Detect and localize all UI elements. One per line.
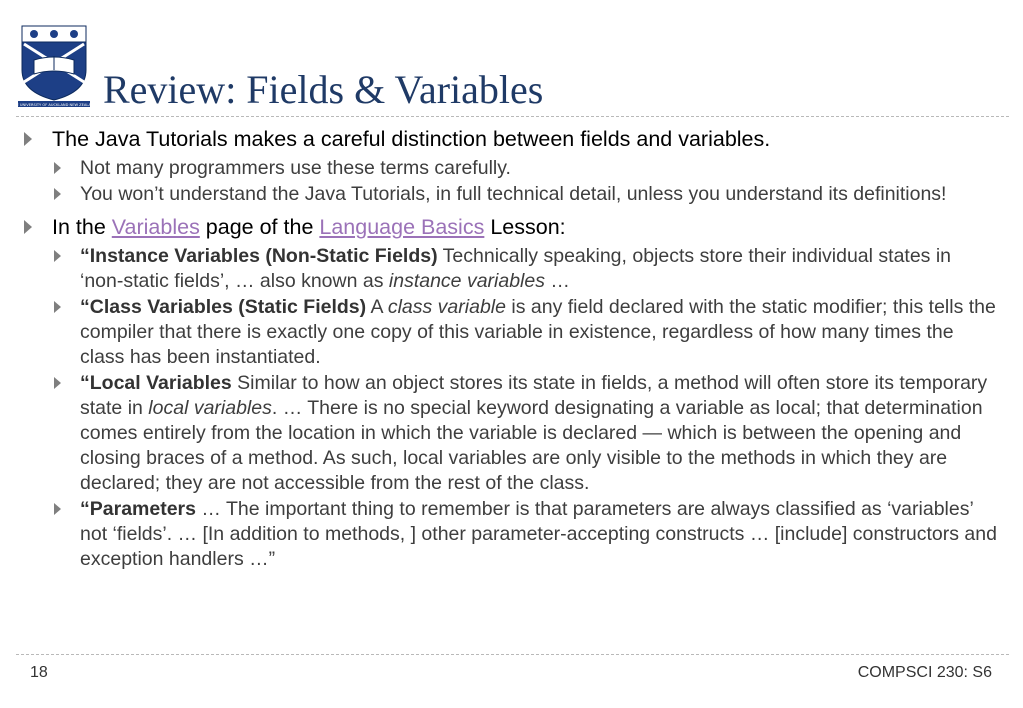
term-emphasis: class variable — [387, 296, 506, 318]
sub-bullet-arrow-icon — [54, 162, 61, 174]
term-text: Similar to how an object stores its state in fields, a method will often store its temporary state in — [80, 372, 988, 419]
slide-title: Review: Fields & Variables — [103, 67, 544, 112]
sub-bullet-instance-variables — [22, 244, 997, 294]
footer-divider — [16, 654, 1009, 655]
term-text: … — [544, 270, 570, 292]
sub-bullet-parameters — [22, 497, 997, 572]
bullet-arrow-icon — [24, 220, 32, 234]
term-text: … The important thing to remember is that parameters are always classified as ‘variables’ not ‘fields’. … [In addition to methods, ] other parameter-accepting constructs … [include] constructors and exception handlers …” — [80, 498, 997, 570]
bullet-text-post: Lesson: — [484, 215, 566, 239]
bullet-text-pre: In the — [52, 215, 106, 239]
sub-bullet-programmers — [22, 156, 997, 181]
term-text: Technically speaking, objects store their individual states in ‘non-static fields’, … also known as — [80, 245, 952, 292]
sub-bullet-text: Not many programmers use these terms carefully. — [80, 157, 511, 179]
variables-link[interactable]: Variables — [111, 215, 200, 239]
term-text: is any field declared with the static modifier; this tells the compiler that there is exactly one copy of this variable in existence, regardless of how many times the class has been instantiated. — [80, 296, 996, 368]
term-text: . … There is no special keyword designating a variable as local; that determination comes entirely from the location in which the variable is declared — which is between the opening and closing braces of a method. As such, local variables are only visible to the methods in which they are declared; they are not accessible from the rest of the class. — [80, 397, 983, 494]
logo-lettering: THE UNIVERSITY OF AUCKLAND NEW ZEALAND — [11, 103, 97, 107]
sub-bullet-class-variables — [22, 295, 997, 370]
sub-bullet-arrow-icon — [54, 377, 61, 389]
term-emphasis: instance variables — [388, 270, 545, 292]
term-heading: “Parameters — [80, 498, 196, 520]
course-label: COMPSCI 230: S6 — [857, 664, 992, 681]
term-heading: “Class Variables (Static Fields) — [80, 296, 367, 318]
title-divider — [16, 116, 1009, 117]
sub-bullet-local-variables — [22, 371, 997, 496]
term-text: A — [366, 296, 388, 318]
sub-bullet-arrow-icon — [54, 188, 61, 200]
language-basics-link[interactable]: Language Basics — [319, 215, 485, 239]
term-heading: “Instance Variables (Non-Static Fields) — [80, 245, 438, 267]
bullet-arrow-icon — [24, 132, 32, 146]
sub-bullet-arrow-icon — [54, 301, 61, 313]
sub-bullet-arrow-icon — [54, 503, 61, 515]
bullet-text: The Java Tutorials makes a careful distinction between fields and variables. — [52, 127, 771, 151]
university-logo — [11, 22, 97, 108]
sub-bullet-text: You won’t understand the Java Tutorials, in full technical detail, unless you understand its definitions! — [80, 183, 947, 205]
page-number: 18 — [30, 664, 48, 681]
slide-content — [22, 126, 997, 573]
sub-bullet-arrow-icon — [54, 250, 61, 262]
bullet-variables-page — [22, 214, 997, 241]
term-heading: “Local Variables — [80, 372, 232, 394]
term-emphasis: local variables — [148, 397, 272, 419]
bullet-text-mid: page of the — [199, 215, 320, 239]
sub-bullet-understand — [22, 182, 997, 207]
bullet-java-tutorials — [22, 126, 997, 153]
